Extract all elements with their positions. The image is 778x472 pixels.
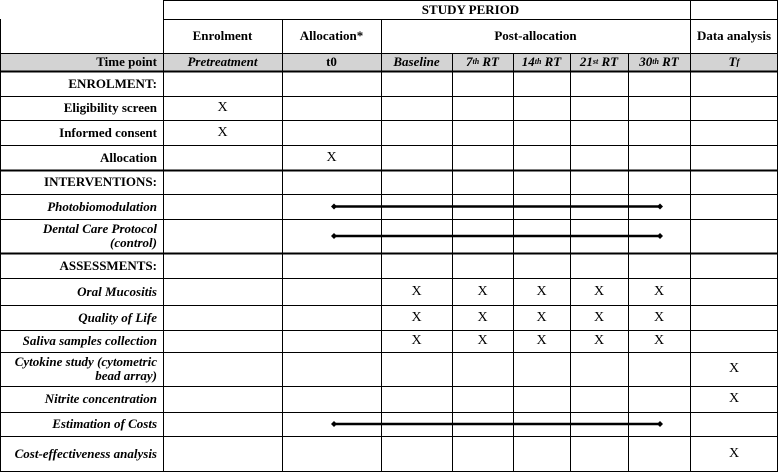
timepoint-30th-rt-suffix: RT xyxy=(658,54,679,69)
mark-qol-col5: X xyxy=(536,309,547,325)
row-cost-effectiveness-label: Cost-effectiveness analysis xyxy=(14,446,157,461)
mark-mucositis-col6: X xyxy=(593,283,605,299)
tf-main: T xyxy=(728,54,737,69)
mark-mucositis-col4: X xyxy=(477,283,488,299)
dental-duration-line-start-diamond xyxy=(331,233,337,239)
section-enrolment: ENROLMENT: xyxy=(68,75,157,91)
timepoint-label: Time point xyxy=(96,54,157,69)
row-quality-of-life-label: Quality of Life xyxy=(78,309,157,325)
timepoint-7th-rt-number: 7 xyxy=(465,54,473,69)
costs-duration-line-start-diamond xyxy=(331,421,337,427)
study-period-header: STUDY PERIOD xyxy=(421,1,520,17)
post-allocation-header: Post-allocation xyxy=(494,28,577,43)
mark-costeff-tf: X xyxy=(728,446,740,461)
timepoint-tf xyxy=(690,53,778,71)
mark-saliva-col4: X xyxy=(477,333,488,348)
mark-qol-col3: X xyxy=(411,309,422,325)
mark-qol-col7: X xyxy=(653,309,665,325)
costs-duration-line-end-diamond xyxy=(657,421,663,427)
mark-allocation-t0: X xyxy=(326,149,337,165)
row-allocation-label: Allocation xyxy=(99,149,157,165)
mark-cytokine-tf: X xyxy=(728,361,740,376)
mark-saliva-col7: X xyxy=(653,333,665,348)
row-photobiomodulation-label: Photobiomodulation xyxy=(47,198,157,214)
pbm-duration-line-end-diamond xyxy=(657,204,663,210)
pbm-duration-line-start-diamond xyxy=(331,204,337,210)
mark-qol-col4: X xyxy=(477,309,488,325)
row-consent-label: Informed consent xyxy=(59,124,157,140)
timepoint-14th-rt-number: 14 xyxy=(521,54,535,69)
allocation-header: Allocation* xyxy=(299,28,364,43)
tf-subscript: f xyxy=(736,57,740,67)
timepoint-21st-rt-suffix: RT xyxy=(598,54,619,69)
timepoint-14th-rt: 14 th RT xyxy=(521,54,562,69)
row-nitrite-label: Nitrite concentration xyxy=(44,391,157,406)
timepoint-21st-rt: 21 st RT xyxy=(579,54,619,69)
mark-mucositis-col5: X xyxy=(536,283,547,299)
timepoint-30th-rt: 30 th RT xyxy=(639,54,679,69)
mark-eligibility-enrolment: X xyxy=(217,100,228,115)
row-costs-label: Estimation of Costs xyxy=(52,416,157,431)
section-interventions: INTERVENTIONS: xyxy=(44,174,157,189)
timepoint-baseline: Baseline xyxy=(393,54,440,69)
mark-saliva-col3: X xyxy=(411,333,422,348)
mark-nitrite-tf: X xyxy=(728,391,740,406)
timepoint-7th-rt-suffix: RT xyxy=(479,54,500,69)
mark-consent-enrolment: X xyxy=(217,124,228,140)
section-assessments: ASSESSMENTS: xyxy=(59,257,157,273)
mark-mucositis-col3: X xyxy=(411,283,422,299)
mark-saliva-col6: X xyxy=(593,333,605,348)
timepoint-14th-rt-suffix: RT xyxy=(541,54,562,69)
timepoint-t0: t0 xyxy=(326,54,337,69)
mark-saliva-col5: X xyxy=(536,333,547,348)
dental-duration-line-end-diamond xyxy=(657,233,663,239)
row-oral-mucositis-label: Oral Mucositis xyxy=(77,283,157,299)
row-cytokine-label: Cytokine study (cytometric bead array) xyxy=(14,354,157,383)
timepoint-30th-rt-number: 30 xyxy=(639,54,653,69)
timepoint-7th-rt: 7 th RT xyxy=(465,54,500,69)
mark-mucositis-col7: X xyxy=(653,283,665,299)
row-saliva-label: Saliva samples collection xyxy=(22,333,157,348)
row-dental-care-label: Dental Care Protocol (control) xyxy=(42,221,157,250)
timepoint-21st-rt-number: 21 xyxy=(579,54,593,69)
row-eligibility-label: Eligibility screen xyxy=(63,100,157,115)
mark-qol-col6: X xyxy=(593,309,605,325)
enrolment-header: Enrolment xyxy=(192,28,253,43)
data-analysis-header: Data analysis xyxy=(696,28,772,43)
timepoint-pretreatment: Pretreatment xyxy=(187,54,258,69)
